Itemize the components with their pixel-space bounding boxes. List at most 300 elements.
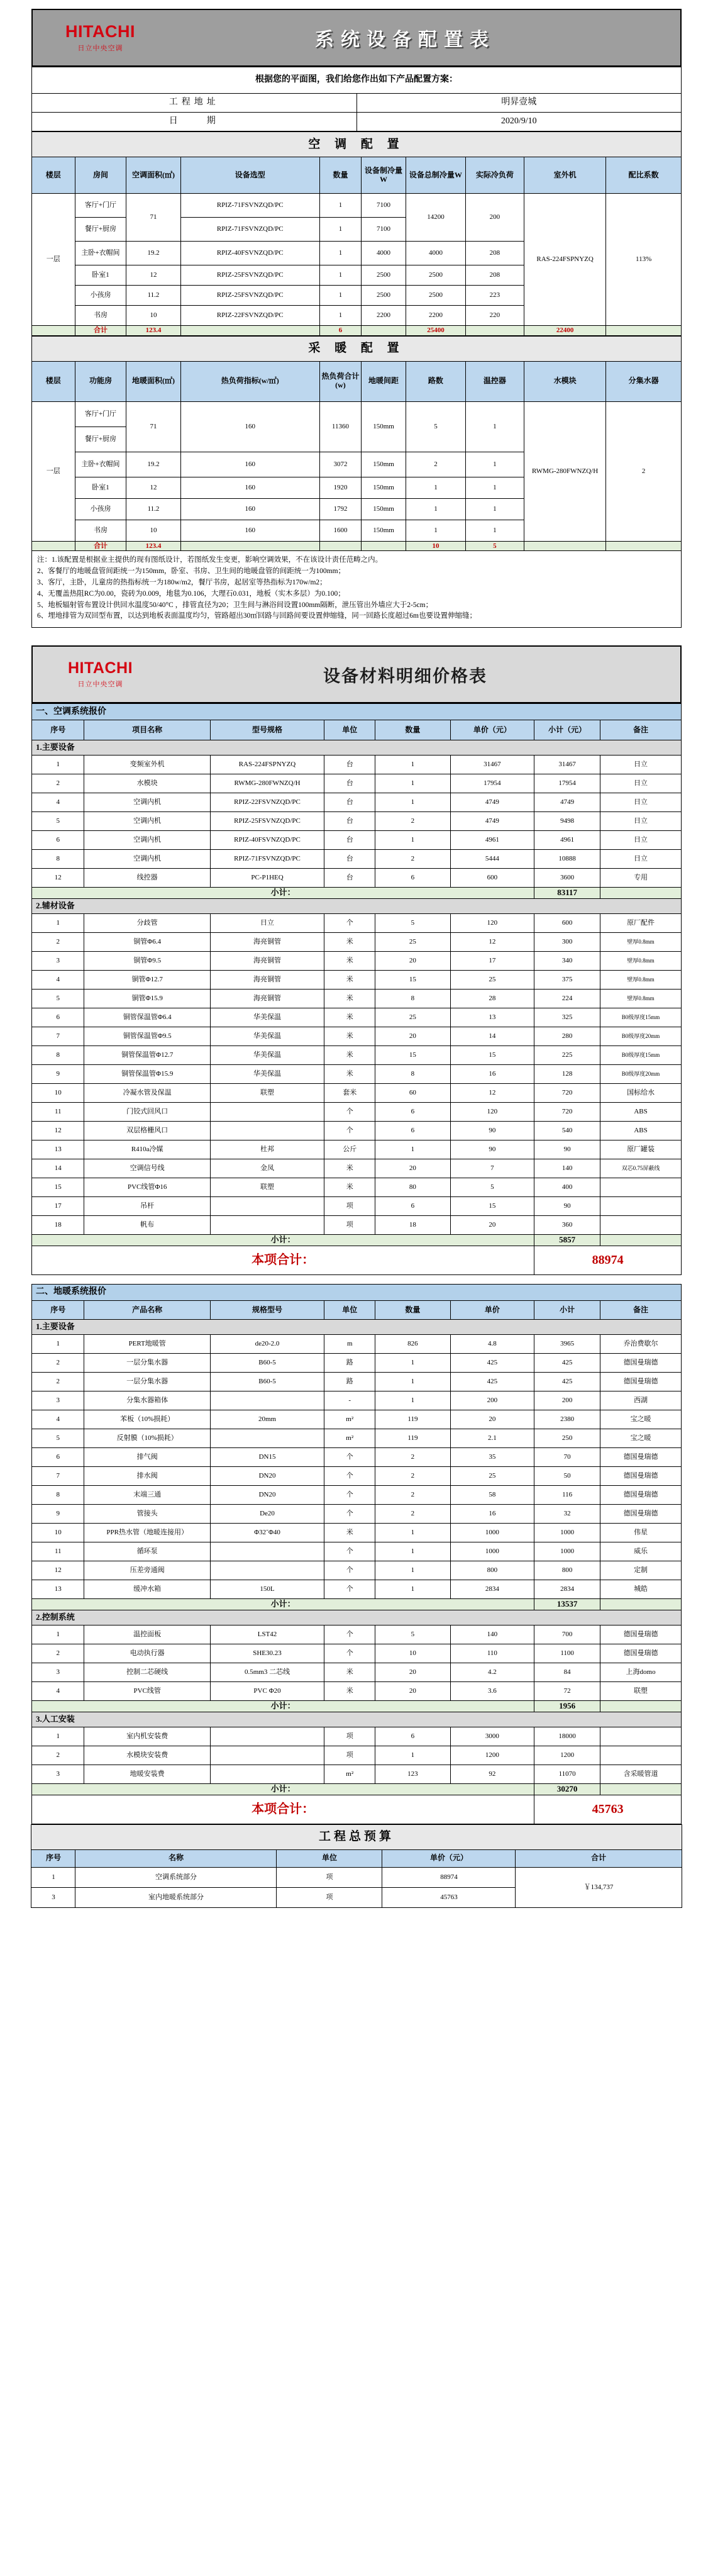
heat-index: 160 [180, 401, 319, 452]
spacer-cell [606, 326, 682, 336]
row-unit-price: 3.6 [450, 1681, 534, 1700]
row-subtotal: 720 [534, 1103, 600, 1122]
row-item-name: 空调内机 [84, 850, 210, 869]
heat-main-subtotal-row [32, 1599, 682, 1610]
row-subtotal: 3600 [534, 869, 600, 888]
row-no: 11 [32, 1103, 84, 1122]
col-floor: 楼层 [32, 157, 75, 194]
spacer-cell [465, 326, 524, 336]
row-qty: 2 [375, 1505, 450, 1524]
col-model: 设备选型 [180, 157, 319, 194]
row-model [210, 1561, 324, 1580]
row-qty: 2 [375, 812, 450, 831]
heat-total-thermostat: 5 [465, 541, 524, 551]
quotation-page [0, 9, 713, 1908]
row-item-name: 空调内机 [84, 831, 210, 850]
ac-config-title-row [32, 132, 682, 157]
row-qty: 25 [375, 933, 450, 952]
row-unit-price: 58 [450, 1486, 534, 1505]
row-no: 13 [32, 1140, 84, 1159]
row-remark: 德国曼瑞德 [600, 1505, 682, 1524]
row-model: 海亮铜管 [210, 971, 324, 990]
col-qty: 数量 [319, 157, 361, 194]
budget-no: 1 [31, 1867, 75, 1887]
row-subtotal: 425 [534, 1354, 600, 1373]
row-unit: 米 [324, 1159, 375, 1178]
row-no: 12 [32, 1561, 84, 1580]
table-row [32, 1429, 682, 1448]
heat-area: 10 [126, 520, 180, 541]
heat-area: 12 [126, 477, 180, 498]
row-unit: 米 [324, 1065, 375, 1084]
row-unit-price: 2.1 [450, 1429, 534, 1448]
row-qty: 1 [375, 1542, 450, 1561]
spacer-cell [362, 326, 406, 336]
row-unit: 米 [324, 933, 375, 952]
table-row [32, 952, 682, 971]
table-row [32, 914, 682, 933]
budget-name: 室内地暖系统部分 [75, 1887, 277, 1907]
table-row [32, 1410, 682, 1429]
ac-total-row [32, 326, 682, 336]
row-unit-price: 5444 [450, 850, 534, 869]
heat-labor-subtotal-row [32, 1783, 682, 1795]
row-item-name: 铜管Φ15.9 [84, 990, 210, 1008]
heat-room: 主卧+衣帽间 [75, 452, 126, 477]
row-unit: 个 [324, 1505, 375, 1524]
row-unit-price: 25 [450, 1467, 534, 1486]
row-item-name: 线控器 [84, 869, 210, 888]
heat-main-equipment-rows [32, 1335, 682, 1599]
col-no: 序号 [32, 720, 84, 740]
row-remark: 日立 [600, 756, 682, 774]
row-unit: 项 [324, 1197, 375, 1216]
brand-subtitle: 日立中央空调 [77, 44, 123, 52]
ac-room: 客厅+门厅 [75, 194, 126, 218]
row-qty: 2 [375, 850, 450, 869]
row-unit-price: 15 [450, 1197, 534, 1216]
ac-actual-load: 223 [465, 286, 524, 306]
col-remark: 备注 [600, 1301, 682, 1320]
row-model: B60-5 [210, 1373, 324, 1391]
row-qty: 119 [375, 1410, 450, 1429]
row-subtotal: 128 [534, 1065, 600, 1084]
col-unit-price: 单价 [450, 1301, 534, 1320]
row-qty: 20 [375, 952, 450, 971]
col-ratio: 配比系数 [606, 157, 682, 194]
table-row [32, 1644, 682, 1663]
col-area: 空调面积(㎡) [126, 157, 180, 194]
row-model: DN20 [210, 1467, 324, 1486]
row-subtotal: 1200 [534, 1746, 600, 1765]
row-item-name: 压差旁通阀 [84, 1561, 210, 1580]
row-no: 2 [32, 933, 84, 952]
heat-manifold: 2 [606, 401, 682, 541]
heat-room: 客厅+门厅 [75, 401, 126, 427]
spacer-cell [600, 888, 682, 899]
row-unit: 米 [324, 971, 375, 990]
row-subtotal: 140 [534, 1159, 600, 1178]
row-unit: 个 [324, 1580, 375, 1599]
heat-load: 11360 [319, 401, 361, 452]
row-model: B60-5 [210, 1354, 324, 1373]
row-remark: 日立 [600, 831, 682, 850]
col-unit: 单位 [324, 1301, 375, 1320]
row-item-name: 末端三通 [84, 1486, 210, 1505]
row-unit-price: 800 [450, 1561, 534, 1580]
row-subtotal: 700 [534, 1625, 600, 1644]
row-model [210, 1391, 324, 1410]
ac-capacity: 2200 [362, 306, 406, 326]
project-address-value: 明昇壹城 [356, 94, 682, 113]
row-unit-price: 16 [450, 1505, 534, 1524]
row-remark: ABS [600, 1103, 682, 1122]
ac-floor: 一层 [32, 194, 75, 326]
row-item-name: 水模块安装费 [84, 1746, 210, 1765]
row-remark: 专用 [600, 869, 682, 888]
col-pipe-spacing: 地暖间距 [362, 361, 406, 401]
ac-area: 19.2 [126, 242, 180, 265]
row-unit: 台 [324, 850, 375, 869]
ac-area: 12 [126, 265, 180, 286]
col-actual-load: 实际冷负荷 [465, 157, 524, 194]
row-item-name: 变频室外机 [84, 756, 210, 774]
spacer-cell [600, 1235, 682, 1246]
row-qty: 1 [375, 1524, 450, 1542]
heat-room: 卧室1 [75, 477, 126, 498]
row-qty: 1 [375, 774, 450, 793]
ac-room: 卧室1 [75, 265, 126, 286]
heat-main-group-title: 1.主要设备 [32, 1320, 682, 1335]
row-no: 1 [32, 1335, 84, 1354]
row-model [210, 1122, 324, 1140]
row-subtotal: 72 [534, 1681, 600, 1700]
ac-section-total-value: 88974 [534, 1246, 682, 1275]
heat-spacing: 150mm [362, 520, 406, 541]
row-subtotal: 4749 [534, 793, 600, 812]
row-unit-price: 3000 [450, 1727, 534, 1746]
row-item-name: 铜管Φ9.5 [84, 952, 210, 971]
heat-loops: 2 [406, 452, 465, 477]
row-subtotal: 17954 [534, 774, 600, 793]
row-qty: 2 [375, 1467, 450, 1486]
row-unit-price: 4749 [450, 812, 534, 831]
row-model: RPIZ-71FSVNZQD/PC [210, 850, 324, 869]
row-remark: 德国曼瑞德 [600, 1644, 682, 1663]
row-model: SHE30.23 [210, 1644, 324, 1663]
row-model: 华美保温 [210, 1046, 324, 1065]
ac-total-outdoor: 22400 [524, 326, 605, 336]
heat-load: 1920 [319, 477, 361, 498]
row-subtotal: 84 [534, 1663, 600, 1681]
row-qty: 2 [375, 1448, 450, 1467]
ac-total-capacity: 2200 [406, 306, 465, 326]
row-subtotal: 4961 [534, 831, 600, 850]
col-no: 序号 [32, 1301, 84, 1320]
row-model: DN15 [210, 1448, 324, 1467]
table-row [32, 774, 682, 793]
heat-labor-subtotal-value: 30270 [534, 1783, 600, 1795]
row-subtotal: 375 [534, 971, 600, 990]
row-no: 2 [32, 1644, 84, 1663]
col-manifold: 分集水器 [606, 361, 682, 401]
row-item-name: 一层分集水器 [84, 1354, 210, 1373]
table-row [32, 990, 682, 1008]
heating-quote-section-row [32, 1285, 682, 1301]
row-qty: 1 [375, 1140, 450, 1159]
section-spacer [0, 1275, 713, 1284]
table-row [32, 1467, 682, 1486]
row-item-name: 空调内机 [84, 793, 210, 812]
project-date-label: 日 期 [32, 113, 357, 131]
row-unit: 项 [324, 1727, 375, 1746]
row-no: 1 [32, 1727, 84, 1746]
ac-main-subtotal-row [32, 888, 682, 899]
note-line: 4、无覆盖热阻RC为0.00，瓷砖为0.009，地毯为0.106，大理石0.031，地板（实木多层）为0.100； [37, 589, 345, 598]
row-unit-price: 4.2 [450, 1663, 534, 1681]
col-total: 合计 [516, 1849, 682, 1867]
row-model: 海亮铜管 [210, 933, 324, 952]
row-unit: 个 [324, 1103, 375, 1122]
row-unit: 米 [324, 952, 375, 971]
row-unit-price: 110 [450, 1644, 534, 1663]
table-row [32, 1178, 682, 1197]
heat-ctrl-subtotal-row [32, 1700, 682, 1712]
row-qty: 1 [375, 793, 450, 812]
row-unit: m [324, 1335, 375, 1354]
heat-index: 160 [180, 477, 319, 498]
col-water-module: 水模块 [524, 361, 605, 401]
table-row [32, 1103, 682, 1122]
row-remark: 定制 [600, 1561, 682, 1580]
heat-total-loops: 10 [406, 541, 465, 551]
row-remark: 上海domo [600, 1663, 682, 1681]
ac-outdoor-unit: RAS-224FSPNYZQ [524, 194, 605, 326]
row-no: 2 [32, 774, 84, 793]
ac-quote-header-row [32, 720, 682, 740]
ac-quote-section-row [32, 704, 682, 720]
row-model: Φ32˜Φ40 [210, 1524, 324, 1542]
budget-name: 空调系统部分 [75, 1867, 277, 1887]
row-qty: 25 [375, 1008, 450, 1027]
row-model [210, 1103, 324, 1122]
row-qty: 1 [375, 831, 450, 850]
row-subtotal: 1000 [534, 1542, 600, 1561]
ac-model: RPIZ-40FSVNZQD/PC [180, 242, 319, 265]
row-remark: 德国曼瑞德 [600, 1354, 682, 1373]
row-unit: 套米 [324, 1084, 375, 1103]
col-heating-area: 地暖面积(㎡) [126, 361, 180, 401]
heat-labor-group-row [32, 1712, 682, 1727]
ac-aux-material-rows [32, 914, 682, 1235]
row-model: LST42 [210, 1625, 324, 1644]
heat-total-label: 合计 [75, 541, 126, 551]
heat-index: 160 [180, 498, 319, 520]
row-unit: 米 [324, 1524, 375, 1542]
table-row [32, 1505, 682, 1524]
ac-capacity: 7100 [362, 194, 406, 218]
row-model: De20 [210, 1505, 324, 1524]
row-no: 18 [32, 1216, 84, 1235]
row-model: 海亮铜管 [210, 952, 324, 971]
row-unit: 个 [324, 1122, 375, 1140]
row-item-name: 空调内机 [84, 812, 210, 831]
project-address-label: 工程地址 [32, 94, 357, 113]
ac-total-qty: 6 [319, 326, 361, 336]
row-qty: 1 [375, 1391, 450, 1410]
row-item-name: 水模块 [84, 774, 210, 793]
table-row [32, 1681, 682, 1700]
heat-thermostat: 1 [465, 452, 524, 477]
row-model: 华美保温 [210, 1027, 324, 1046]
heat-spacing: 150mm [362, 401, 406, 452]
row-unit-price: 1000 [450, 1524, 534, 1542]
row-qty: 1 [375, 1746, 450, 1765]
row-qty: 6 [375, 869, 450, 888]
row-qty: 5 [375, 914, 450, 933]
ac-aux-subtotal-value: 5857 [534, 1235, 600, 1246]
row-model: RPIZ-25FSVNZQD/PC [210, 812, 324, 831]
ac-config-table [31, 131, 682, 336]
row-no: 14 [32, 1159, 84, 1178]
row-remark: 德国曼瑞德 [600, 1625, 682, 1644]
ac-room: 主卧+衣帽间 [75, 242, 126, 265]
row-remark: 日立 [600, 774, 682, 793]
row-remark [600, 1727, 682, 1746]
col-loops: 路数 [406, 361, 465, 401]
row-remark [600, 1216, 682, 1235]
row-remark: 壁厚0.8mm [600, 990, 682, 1008]
row-no: 5 [32, 812, 84, 831]
ac-actual-load: 220 [465, 306, 524, 326]
row-unit-price: 90 [450, 1140, 534, 1159]
row-remark: B0级厚度20mm [600, 1065, 682, 1084]
row-remark: 壁厚0.8mm [600, 933, 682, 952]
row-item-name: 排水阀 [84, 1467, 210, 1486]
row-remark: 壁厚0.8mm [600, 971, 682, 990]
ac-room: 小孩房 [75, 286, 126, 306]
row-remark: 宝之暖 [600, 1410, 682, 1429]
row-unit-price: 14 [450, 1027, 534, 1046]
row-remark: 乔治费歇尔 [600, 1335, 682, 1354]
spacer-cell [600, 1783, 682, 1795]
row-unit: m² [324, 1765, 375, 1783]
row-qty: 5 [375, 1625, 450, 1644]
row-item-name: PVC线管 [84, 1681, 210, 1700]
note-line: 2、客餐厅的地暖盘管间距统一为150mm，卧室、书房、卫生间的地暖盘管的间距统一为100mm； [37, 567, 346, 576]
heat-thermostat: 1 [465, 477, 524, 498]
table-row [32, 1727, 682, 1746]
col-subtotal: 小计（元） [534, 720, 600, 740]
row-unit: 米 [324, 1008, 375, 1027]
row-unit: - [324, 1391, 375, 1410]
row-remark: 壁厚0.8mm [600, 952, 682, 971]
row-remark [600, 1746, 682, 1765]
row-model [210, 1727, 324, 1746]
ac-quote-section-title: 一、空调系统报价 [32, 704, 682, 720]
heat-room: 书房 [75, 520, 126, 541]
ac-qty: 1 [319, 306, 361, 326]
row-unit-price: 13 [450, 1008, 534, 1027]
table-row [32, 933, 682, 952]
heat-loops: 1 [406, 498, 465, 520]
col-unit: 单位 [277, 1849, 382, 1867]
row-remark: 德国曼瑞德 [600, 1486, 682, 1505]
table-row [32, 1084, 682, 1103]
row-unit-price: 20 [450, 1410, 534, 1429]
ac-quote-table [31, 703, 682, 1275]
row-qty: 20 [375, 1681, 450, 1700]
row-item-name: 地暖安装费 [84, 1765, 210, 1783]
spacer-cell [180, 326, 319, 336]
project-date-value: 2020/9/10 [356, 113, 682, 131]
ac-capacity: 2500 [362, 286, 406, 306]
row-no: 17 [32, 1197, 84, 1216]
row-subtotal: 540 [534, 1122, 600, 1140]
row-no: 2 [32, 1354, 84, 1373]
row-subtotal: 720 [534, 1084, 600, 1103]
spacer-cell [32, 326, 75, 336]
row-model: DN20 [210, 1486, 324, 1505]
row-unit-price: 92 [450, 1765, 534, 1783]
row-unit-price: 600 [450, 869, 534, 888]
row-item-name: 冷凝水管及保温 [84, 1084, 210, 1103]
ac-config-title: 空 调 配 置 [32, 132, 682, 157]
col-product-name: 产品名称 [84, 1301, 210, 1320]
row-unit-price: 90 [450, 1122, 534, 1140]
ac-actual-load: 208 [465, 265, 524, 286]
row-no: 12 [32, 1122, 84, 1140]
row-item-name: 铜管Φ6.4 [84, 933, 210, 952]
row-qty: 6 [375, 1103, 450, 1122]
row-qty: 20 [375, 1027, 450, 1046]
ac-main-group-title: 1.主要设备 [32, 740, 682, 756]
row-qty: 15 [375, 1046, 450, 1065]
ac-model: RPIZ-71FSVNZQD/PC [180, 194, 319, 218]
hitachi-logo [33, 661, 168, 689]
row-remark: B0级厚度20mm [600, 1027, 682, 1046]
row-unit-price: 2834 [450, 1580, 534, 1599]
row-remark [600, 1197, 682, 1216]
row-no: 3 [32, 1391, 84, 1410]
heat-area: 11.2 [126, 498, 180, 520]
table-row [32, 1580, 682, 1599]
ac-qty: 1 [319, 194, 361, 218]
col-unit-price: 单价（元） [382, 1849, 516, 1867]
row-model: PVC Φ20 [210, 1681, 324, 1700]
table-row [32, 971, 682, 990]
row-unit-price: 4.8 [450, 1335, 534, 1354]
header-banner-2 [31, 645, 682, 703]
table-row [32, 1448, 682, 1467]
row-subtotal: 325 [534, 1008, 600, 1027]
row-qty: 826 [375, 1335, 450, 1354]
table-row [32, 1765, 682, 1783]
ac-qty: 1 [319, 286, 361, 306]
row-no: 3 [32, 1765, 84, 1783]
row-item-name: 反射膜（10%损耗） [84, 1429, 210, 1448]
budget-unit: 项 [277, 1867, 382, 1887]
budget-price: 88974 [382, 1867, 516, 1887]
row-model [210, 1746, 324, 1765]
row-unit-price: 28 [450, 990, 534, 1008]
row-unit: 米 [324, 1663, 375, 1681]
intro-text: 根据您的平面图，我们给您作出如下产品配置方案： [32, 67, 682, 94]
row-unit: 路 [324, 1354, 375, 1373]
row-item-name: 苯板（10%损耗） [84, 1410, 210, 1429]
ac-capacity: 4000 [362, 242, 406, 265]
heating-config-header-row [32, 361, 682, 401]
